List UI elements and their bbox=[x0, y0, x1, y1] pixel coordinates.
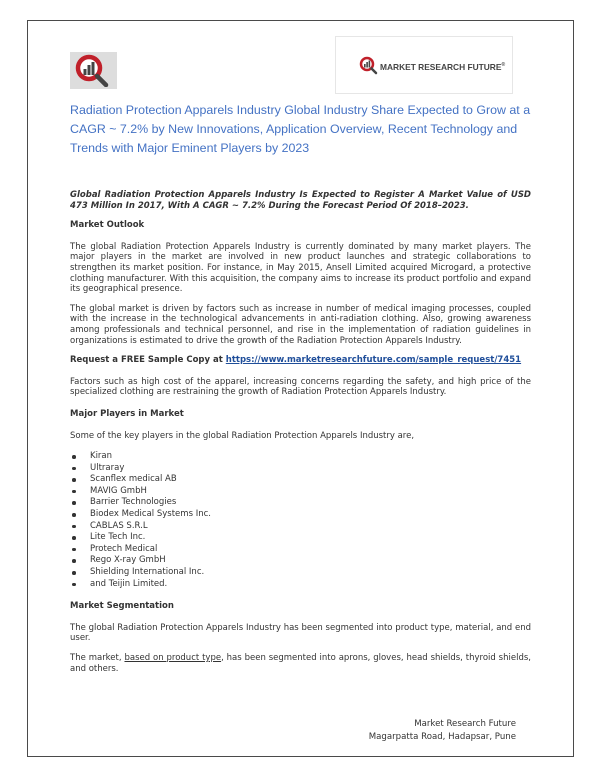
market-outlook-paragraph-2: The global market is driven by factors such as increase in number of medical imaging processes, coupled with the increase in the technological advancements in anti-radiation clothing. Also, growing awareness among professionals and technical personnel, and rise in the implementation of radiation guidelines in organizations is estimated to drive the growth of the Radiation Protection Apparels Industry. bbox=[70, 303, 531, 346]
players-intro: Some of the key players in the global Radiation Protection Apparels Industry are, bbox=[70, 430, 415, 441]
list-item: Rego X-ray GmbH bbox=[70, 555, 531, 567]
logo-brand-text: MARKET RESEARCH FUTURE® bbox=[380, 62, 506, 72]
list-item: Lite Tech Inc. bbox=[70, 532, 531, 544]
lead-paragraph: Global Radiation Protection Apparels Industry Is Expected to Register A Market Value of USD 473 Million In 2017, With A CAGR ~ 7.2% During the Forecast Period Of 2018–2023. bbox=[70, 190, 531, 211]
list-item: MAVIG GmbH bbox=[70, 486, 531, 498]
logo-left bbox=[70, 52, 117, 89]
product-type-link[interactable]: based on product type bbox=[124, 653, 222, 663]
market-outlook-heading: Market Outlook bbox=[70, 220, 145, 231]
market-outlook-paragraph-1: The global Radiation Protection Apparels Industry is currently dominated by many market players. The major players in the market are involved in new product launches and strategic collaborations to strengthen its market position. For instance, in May 2015, Ansell Limited acquired Microgard, a protective clothing manufacturer. With this acquisition, the company aims to increase its product portfolio and expand its geographical presence. bbox=[70, 241, 531, 295]
sample-request-label: Request a FREE Sample Copy at bbox=[70, 355, 226, 366]
logo-right bbox=[335, 36, 513, 94]
footer-address: Magarpatta Road, Hadapsar, Pune bbox=[368, 732, 516, 742]
market-segmentation-heading: Market Segmentation bbox=[70, 601, 174, 612]
segmentation-paragraph-2: The market, based on product type, has been segmented into aprons, gloves, head shields, thyroid shields, and others. bbox=[70, 653, 531, 674]
list-item: Shielding International Inc. bbox=[70, 567, 531, 579]
list-item: Protech Medical bbox=[70, 544, 531, 556]
footer bbox=[369, 718, 516, 744]
page-title: Radiation Protection Apparels Industry Global Industry Share Expected to Grow at a CAGR ~ 7.2% by New Innovations, Application Overview, Recent Technology and Trends with Major Eminent Players by 2023 bbox=[70, 103, 531, 155]
list-item: Barrier Technologies bbox=[70, 497, 531, 509]
list-item: and Teijin Limited. bbox=[70, 579, 531, 591]
sample-request-link[interactable]: https://www.marketresearchfuture.com/sample_request/7451 bbox=[225, 355, 522, 366]
body-content bbox=[70, 190, 531, 674]
list-item: CABLAS S.R.L bbox=[70, 521, 531, 533]
list-item: Scanflex medical AB bbox=[70, 474, 531, 486]
restraints-paragraph: Factors such as high cost of the apparel, increasing concerns regarding the safety, and high price of the specialized clothing are restraining the growth of Radiation Protection Apparels Industry. bbox=[70, 376, 531, 398]
list-item: Biodex Medical Systems Inc. bbox=[70, 509, 531, 521]
footer-company: Market Research Future bbox=[414, 719, 516, 729]
major-players-heading: Major Players in Market bbox=[70, 408, 184, 419]
players-list bbox=[70, 451, 531, 590]
magnifier-chart-icon bbox=[359, 56, 378, 75]
list-item: Kiran bbox=[70, 451, 531, 463]
segmentation-paragraph-1: The global Radiation Protection Apparels Industry has been segmented into product type, material, and end user. bbox=[70, 622, 531, 644]
list-item: Ultraray bbox=[70, 463, 531, 475]
magnifier-chart-icon bbox=[75, 54, 111, 87]
sample-request bbox=[70, 355, 531, 366]
